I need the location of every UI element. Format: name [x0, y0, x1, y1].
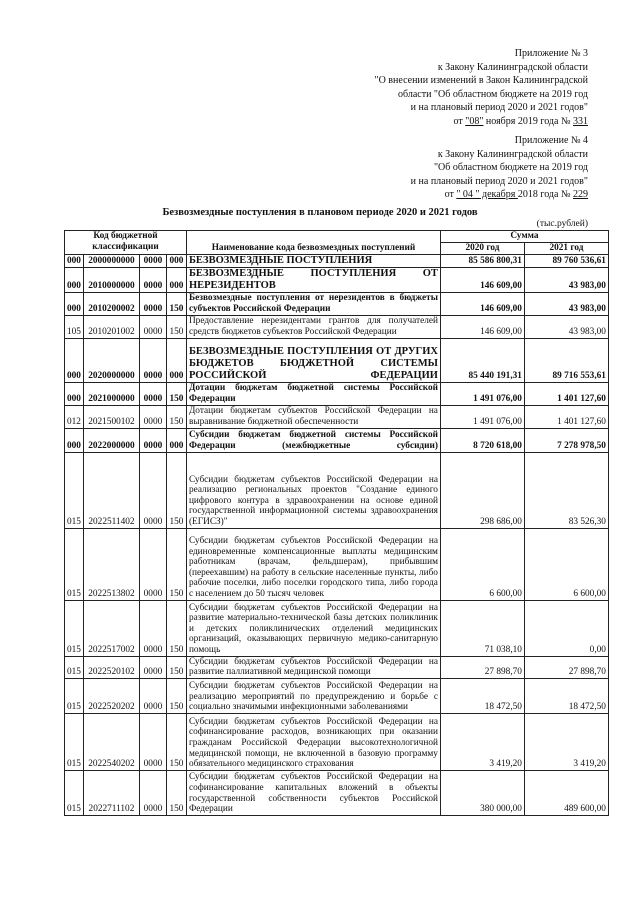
code-part-4: 150: [166, 770, 186, 815]
code-part-3: 0000: [139, 770, 166, 815]
appendix-4-title: Приложение № 4: [514, 135, 588, 146]
code-part-2: 2022520202: [83, 678, 139, 713]
appendix-3-line4: и на плановый период 2020 и 2021 годов": [410, 102, 588, 113]
code-part-1: 000: [65, 428, 84, 452]
appendix-3-line3: области "Об областном бюджете на 2019 год: [398, 88, 588, 100]
table-row: [65, 405, 609, 428]
value-2021: 43 983,00: [524, 292, 608, 315]
appendix-3-date: от "08" ноября 2019 года № 331: [453, 115, 588, 127]
value-2021: 43 983,00: [524, 315, 608, 338]
code-part-2: 2022511402: [83, 452, 139, 528]
value-2020: 3 419,20: [440, 713, 524, 770]
code-part-4: 150: [166, 405, 186, 428]
code-part-1: 015: [65, 528, 84, 600]
row-name: Субсидии бюджетам субъектов Российской Федерации на развитие материально-технической базы детских поликлиник и детских поликлинических отделений медицинских организаций, оказывающих первичную медико-санитарную помощь: [186, 600, 440, 656]
value-2021: 489 600,00: [524, 770, 608, 815]
code-part-4: 150: [166, 713, 186, 770]
row-name: Субсидии бюджетам субъектов Российской Федерации на реализацию мероприятий по предупреждению и борьбе с социально значимыми инфекционными заболеваниями: [186, 678, 440, 713]
code-part-3: 0000: [139, 656, 166, 678]
code-part-3: 0000: [139, 713, 166, 770]
table-row: [65, 292, 609, 315]
code-part-4: 150: [166, 528, 186, 600]
code-part-3: 0000: [139, 405, 166, 428]
code-part-4: 000: [166, 254, 186, 267]
document-title: Безвозмездные поступления в плановом периоде 2020 и 2021 годов: [162, 207, 478, 218]
appendix-4-block: [411, 134, 588, 202]
code-part-3: 0000: [139, 254, 166, 267]
code-part-4: 150: [166, 292, 186, 315]
code-part-1: 015: [65, 770, 84, 815]
code-part-3: 0000: [139, 600, 166, 656]
appendix-4-line3: и на плановый период 2020 и 2021 годов": [410, 175, 588, 187]
code-part-1: 012: [65, 405, 84, 428]
code-part-4: 150: [166, 678, 186, 713]
value-2021: 18 472,50: [524, 678, 608, 713]
code-part-1: 000: [65, 267, 84, 292]
code-part-4: 000: [166, 428, 186, 452]
value-2021: 7 278 978,50: [524, 428, 608, 452]
code-part-2: 2020000000: [83, 338, 139, 382]
code-part-1: 000: [65, 292, 84, 315]
row-name: Субсидии бюджетам субъектов Российской Федерации на единовременные компенсационные выплаты медицинским работникам (врачам, фельдшерам), прибывшим (переехавшим) на работу в сельские населенные пункты, либо рабочие поселки, либо поселки городского типа, либо города с населением до 50 тысяч человек: [186, 528, 440, 600]
code-part-1: 015: [65, 678, 84, 713]
value-2021: 89 716 553,61: [524, 338, 608, 382]
row-name: Субсидии бюджетам субъектов Российской Федерации на развитие паллиативной медицинской помощи: [186, 656, 440, 678]
code-part-1: 015: [65, 656, 84, 678]
code-part-2: 2010201002: [83, 315, 139, 338]
table-row: [65, 267, 609, 292]
table-row: [65, 382, 609, 405]
value-2021: 43 983,00: [524, 267, 608, 292]
code-part-2: 2022540202: [83, 713, 139, 770]
value-2020: 8 720 618,00: [440, 428, 524, 452]
code-part-2: 2022520102: [83, 656, 139, 678]
value-2020: 71 038,10: [440, 600, 524, 656]
code-part-2: 2021500102: [83, 405, 139, 428]
units-label: (тыс.рублей): [536, 219, 588, 229]
table-row: [65, 713, 609, 770]
appendix-3-block: [375, 47, 589, 128]
row-name: Дотации бюджетам субъектов Российской Федерации на выравнивание бюджетной обеспеченности: [186, 405, 440, 428]
value-2021: 6 600,00: [524, 528, 608, 600]
value-2020: 380 000,00: [440, 770, 524, 815]
code-part-3: 0000: [139, 292, 166, 315]
row-name: Субсидии бюджетам бюджетной системы Российской Федерации (межбюджетные субсидии): [186, 428, 440, 452]
code-part-2: 2010200002: [83, 292, 139, 315]
table-row: [65, 678, 609, 713]
code-part-2: 2021000000: [83, 382, 139, 405]
table-row: [65, 338, 609, 382]
receipts-table: [64, 230, 609, 816]
appendix-4-line2: "Об областном бюджете на 2019 год: [433, 162, 588, 173]
row-name: Дотации бюджетам бюджетной системы Российской Федерации: [186, 382, 440, 405]
header-sum: Сумма: [440, 231, 608, 243]
value-2021: 89 760 536,61: [524, 254, 608, 267]
value-2020: 85 586 800,31: [440, 254, 524, 267]
header-2020: 2020 год: [440, 243, 524, 255]
value-2020: 85 440 191,31: [440, 338, 524, 382]
code-part-4: 150: [166, 452, 186, 528]
code-part-4: 000: [166, 267, 186, 292]
value-2020: 1 491 076,00: [440, 382, 524, 405]
code-part-4: 000: [166, 338, 186, 382]
code-part-1: 000: [65, 382, 84, 405]
code-part-1: 015: [65, 600, 84, 656]
value-2020: 146 609,00: [440, 292, 524, 315]
code-part-3: 0000: [139, 382, 166, 405]
row-name: Субсидии бюджетам субъектов Российской Федерации на реализацию региональных проектов "Создание единого цифрового контура в здравоохранении на основе единой государственной информационной системы здравоохранения (ЕГИСЗ)": [186, 452, 440, 528]
value-2020: 18 472,50: [440, 678, 524, 713]
code-part-1: 015: [65, 713, 84, 770]
code-part-3: 0000: [139, 338, 166, 382]
row-name: БЕЗВОЗМЕЗДНЫЕ ПОСТУПЛЕНИЯ ОТ НЕРЕЗИДЕНТОВ: [186, 267, 440, 292]
table-row: [65, 428, 609, 452]
code-part-2: 2022711102: [83, 770, 139, 815]
row-name: Безвозмездные поступления от нерезидентов в бюджеты субъектов Российской Федерации: [186, 292, 440, 315]
value-2020: 27 898,70: [440, 656, 524, 678]
code-part-4: 150: [166, 315, 186, 338]
code-part-1: 000: [65, 254, 84, 267]
appendix-3-line2: "О внесении изменений в Закон Калининградской: [374, 75, 588, 86]
table-row: [65, 452, 609, 528]
code-part-4: 150: [166, 600, 186, 656]
value-2020: 6 600,00: [440, 528, 524, 600]
value-2020: 298 686,00: [440, 452, 524, 528]
value-2020: 146 609,00: [440, 267, 524, 292]
value-2021: 27 898,70: [524, 656, 608, 678]
code-part-2: 2022517002: [83, 600, 139, 656]
code-part-3: 0000: [139, 315, 166, 338]
code-part-3: 0000: [139, 452, 166, 528]
code-part-2: 2000000000: [83, 254, 139, 267]
table-row: [65, 528, 609, 600]
table-row: [65, 315, 609, 338]
appendix-4-date: от " 04 " декабря 2018 года № 229: [444, 189, 588, 200]
code-part-1: 105: [65, 315, 84, 338]
row-name: Субсидии бюджетам субъектов Российской Федерации на софинансирование расходов, возникающих при оказании гражданам Российской Федерации высокотехнологичной медицинской помощи, не включенной в базовую программу обязательного медицинского страхования: [186, 713, 440, 770]
code-part-1: 015: [65, 452, 84, 528]
appendix-4-line1: к Закону Калининградской области: [437, 148, 588, 160]
value-2021: 83 526,30: [524, 452, 608, 528]
code-part-3: 0000: [139, 267, 166, 292]
code-part-3: 0000: [139, 428, 166, 452]
table-row: [65, 254, 609, 267]
value-2021: 1 401 127,60: [524, 405, 608, 428]
appendix-3-line1: к Закону Калининградской области: [437, 61, 588, 73]
row-name: БЕЗВОЗМЕЗДНЫЕ ПОСТУПЛЕНИЯ ОТ ДРУГИХ БЮДЖЕТОВ БЮДЖЕТНОЙ СИСТЕМЫ РОССИЙСКОЙ ФЕДЕРАЦИИ: [186, 338, 440, 382]
value-2021: 0,00: [524, 600, 608, 656]
table-row: [65, 770, 609, 815]
code-part-2: 2010000000: [83, 267, 139, 292]
table-row: [65, 656, 609, 678]
code-part-4: 150: [166, 382, 186, 405]
value-2020: 146 609,00: [440, 315, 524, 338]
code-part-2: 2022513802: [83, 528, 139, 600]
row-name: Субсидии бюджетам субъектов Российской Федерации на софинансирование капитальных вложений в объекты государственной собственности субъектов Российской Федерации: [186, 770, 440, 815]
code-part-2: 2022000000: [83, 428, 139, 452]
code-part-4: 150: [166, 656, 186, 678]
code-part-3: 0000: [139, 528, 166, 600]
table-row: [65, 600, 609, 656]
header-code: Код бюджетной классификации: [65, 231, 187, 255]
row-name: БЕЗВОЗМЕЗДНЫЕ ПОСТУПЛЕНИЯ: [186, 254, 440, 267]
header-name: Наименование кода безвозмездных поступлений: [186, 231, 440, 255]
code-part-3: 0000: [139, 678, 166, 713]
value-2020: 1 491 076,00: [440, 405, 524, 428]
value-2021: 1 401 127,60: [524, 382, 608, 405]
appendix-3-title: Приложение № 3: [514, 48, 588, 59]
code-part-1: 000: [65, 338, 84, 382]
value-2021: 3 419,20: [524, 713, 608, 770]
row-name: Предоставление нерезидентами грантов для получателей средств бюджетов субъектов Российской Федерации: [186, 315, 440, 338]
header-2021: 2021 год: [524, 243, 608, 255]
